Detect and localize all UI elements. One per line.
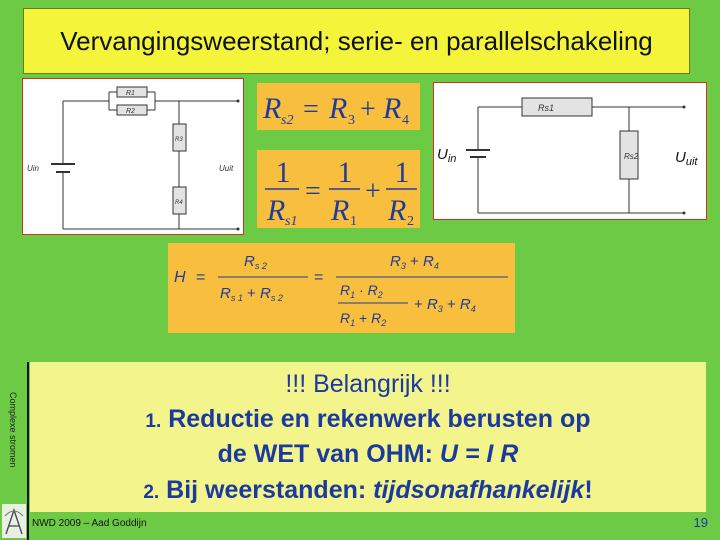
notes-item-2-text-c: !	[584, 476, 593, 504]
r2-den: R	[388, 194, 407, 227]
notes-item-2-text-a: Bij weerstanden:	[166, 476, 374, 504]
rs2-lhs: R	[263, 92, 282, 125]
formula-rs2	[257, 83, 420, 130]
rs2-a: R	[329, 92, 348, 125]
label-r4: R4	[175, 200, 183, 206]
notes-ohm-law: U = I R	[439, 440, 519, 468]
rs1-den-sub: s1	[285, 214, 298, 228]
circuit-left-panel	[22, 78, 244, 235]
r1-den-sub: 1	[350, 214, 357, 228]
formula-rs1	[257, 150, 420, 228]
label-uuit-right-sub: uit	[685, 156, 698, 168]
notes-heading: !!! Belangrijk !!!	[285, 370, 451, 398]
rs2-b: R	[383, 92, 402, 125]
label-r3: R3	[175, 137, 183, 143]
svg-text:Uuit	[675, 149, 698, 168]
notes-item-2	[30, 476, 706, 505]
notes-item-2-text-b: tijdsonafhankelijk	[373, 476, 585, 504]
left-divider	[27, 362, 29, 540]
rs1-num-2: 1	[337, 156, 353, 189]
footer-author: NWD 2009 – Aad Goddijn	[32, 518, 147, 529]
label-rs1: Rs1	[538, 103, 555, 113]
label-uin-right: U	[437, 146, 448, 163]
h-symbol: H	[174, 269, 186, 286]
rs2-a-sub: 3	[348, 113, 355, 128]
page-number: 19	[693, 515, 708, 530]
circuit-right-diagram	[434, 83, 706, 219]
label-uin-left: Uin	[27, 164, 40, 173]
h-eq-2: =	[314, 269, 324, 286]
svg-text:+ R3 + R4: + $R_3 + R_4$	[414, 296, 476, 314]
rs2-b-sub: 4	[402, 113, 409, 128]
notes-item-1-text: Reductie en rekenwerk berusten op	[168, 405, 591, 433]
svg-text:R3 + R4: $R_3 + R_4$	[390, 253, 439, 271]
r2-den-sub: 2	[407, 214, 414, 228]
author-logo-icon	[2, 504, 26, 538]
notes-box	[30, 362, 706, 512]
rs1-num-3: 1	[394, 156, 410, 189]
label-uuit-left: Uuit	[219, 164, 234, 173]
notes-item-1-cont-a: de WET van OHM:	[217, 440, 440, 468]
rs1-num-1: 1	[275, 156, 291, 189]
label-uuit-right: U	[675, 149, 686, 166]
svg-text:R1 + R2: $R_1 + R_2$	[340, 310, 387, 328]
rs2-plus: +	[360, 94, 376, 125]
rs2-lhs-sub: s2	[281, 113, 294, 128]
slide-title: Vervangingsweerstand; serie- en parallelschakeling	[60, 25, 653, 56]
notes-item-1	[30, 405, 706, 434]
notes-item-1-continued	[30, 440, 706, 469]
rs1-den: R	[267, 194, 286, 227]
circuit-right-panel	[433, 82, 707, 220]
sidebar-label-text: Complexe stromen	[8, 392, 18, 468]
label-r2: R2	[126, 108, 135, 115]
circuit-left-diagram	[23, 79, 243, 234]
formula-h	[168, 243, 515, 333]
svg-text:Rs 1 + Rs 2: $R_{s 1} + R_{s 2}$	[220, 285, 283, 303]
svg-text:R1 · R2: $R_1 \cdot R_2$	[340, 282, 383, 300]
h-eq-1: =	[196, 269, 206, 286]
rs2-eq: =	[303, 94, 319, 125]
title-box	[23, 8, 690, 74]
label-uin-right-sub: in	[447, 153, 457, 165]
svg-text:Rs 2: $R_{s 2}$	[244, 253, 267, 271]
label-rs2: Rs2	[624, 152, 639, 161]
label-r1: R1	[126, 90, 135, 97]
svg-text:Uin	[437, 146, 456, 165]
rs1-plus: +	[365, 176, 381, 207]
sidebar-label	[0, 392, 18, 512]
rs1-eq: =	[305, 176, 321, 207]
notes-item-2-number: 2.	[143, 482, 160, 503]
notes-item-1-number: 1.	[145, 411, 162, 432]
r1-den: R	[331, 194, 350, 227]
